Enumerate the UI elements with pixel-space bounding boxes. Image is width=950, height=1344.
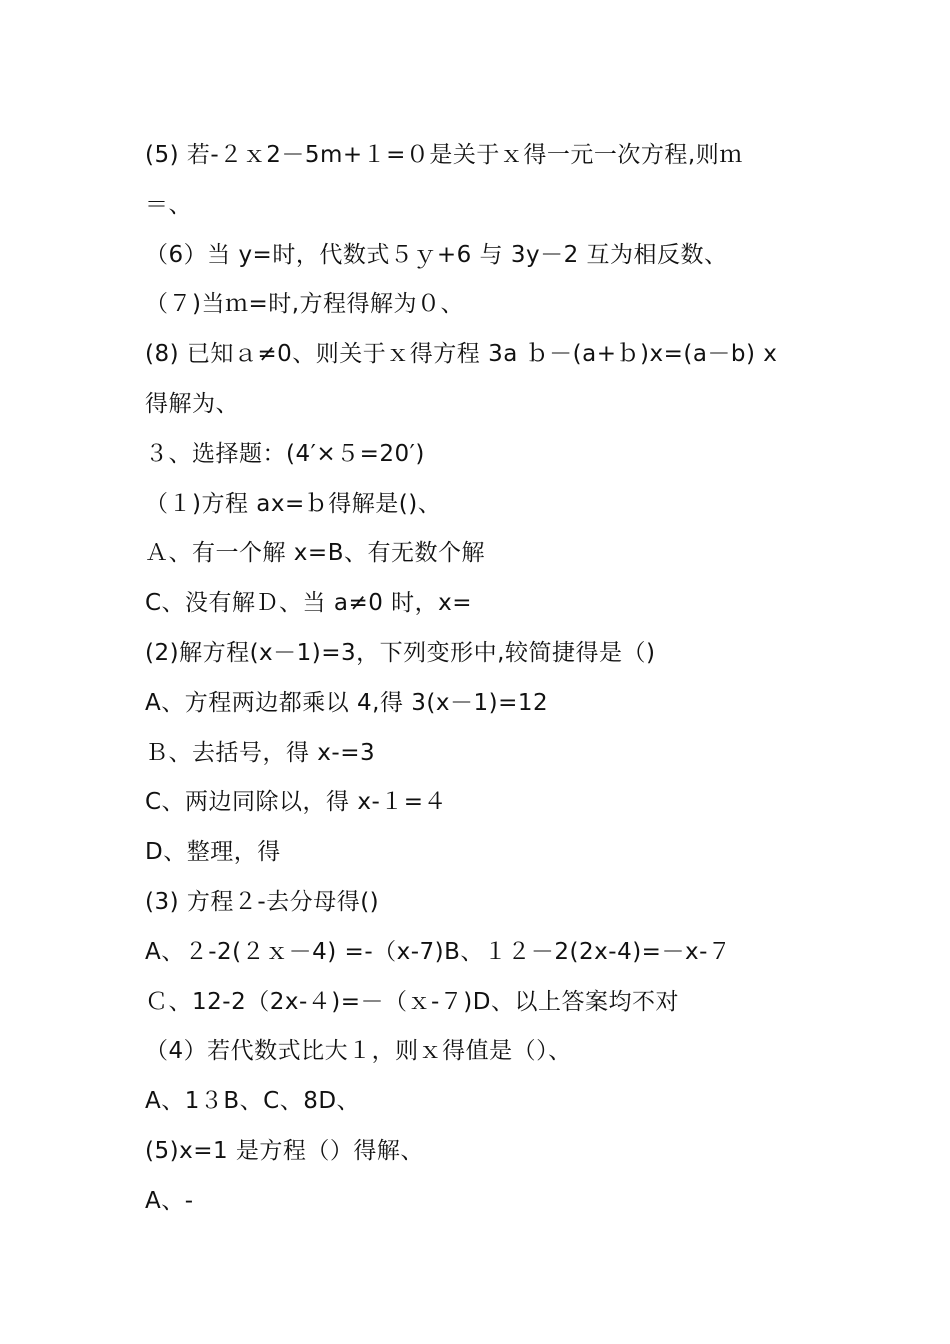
option-line: A、- — [145, 1187, 194, 1214]
option-line: A、２-2(２ｘ－4) =-（x-7)B、１２－2(2x-4)=－x-７ — [145, 938, 732, 965]
option-line: A、1３B、C、8D、 — [145, 1088, 361, 1115]
question-line: (5)x=1 是方程（）得解、 — [145, 1137, 424, 1164]
text-line: ＝、 — [145, 191, 192, 218]
question-line: （１)方程 ax=ｂ得解是()、 — [145, 490, 442, 517]
option-line: Ａ、有一个解 x=B、有无数个解 — [145, 540, 485, 567]
option-line: A、方程两边都乘以 4,得 3(x－1)=12 — [145, 689, 549, 716]
option-line: Ｂ、去括号，得 x-=3 — [145, 739, 376, 766]
question-line: (3) 方程２-去分母得() — [145, 888, 380, 915]
option-line: C、两边同除以，得 x-１=４ — [145, 789, 448, 816]
section-heading: ３、选择题：(4′×５=20′) — [145, 440, 425, 467]
document-body — [145, 131, 825, 1227]
question-line: (2)解方程(x－1)=3，下列变形中,较简捷得是（) — [145, 639, 656, 666]
option-line: C、没有解Ｄ、当 a≠0 时，x= — [145, 590, 473, 617]
text-line: （７)当ｍ=时,方程得解为０、 — [145, 291, 465, 318]
text-line: (5) 若-２ｘ2－5m+１=０是关于ｘ得一元一次方程,则ｍ — [145, 142, 743, 168]
text-line: (8) 已知ａ≠0、则关于ｘ得方程 3a ｂ－(a+ｂ)x=(a－b) x — [145, 341, 778, 368]
text-line: （6）当 y=时，代数式５ｙ+6 与 3y－2 互为相反数、 — [145, 241, 728, 268]
option-line: Ｃ、12-2（2x-４)=－（ｘ-７)D、以上答案均不对 — [145, 988, 679, 1015]
option-line: D、整理，得 — [145, 839, 281, 866]
question-line: （4）若代数式比大１，则ｘ得值是（）、 — [145, 1038, 572, 1065]
text-line: 得解为、 — [145, 390, 239, 417]
